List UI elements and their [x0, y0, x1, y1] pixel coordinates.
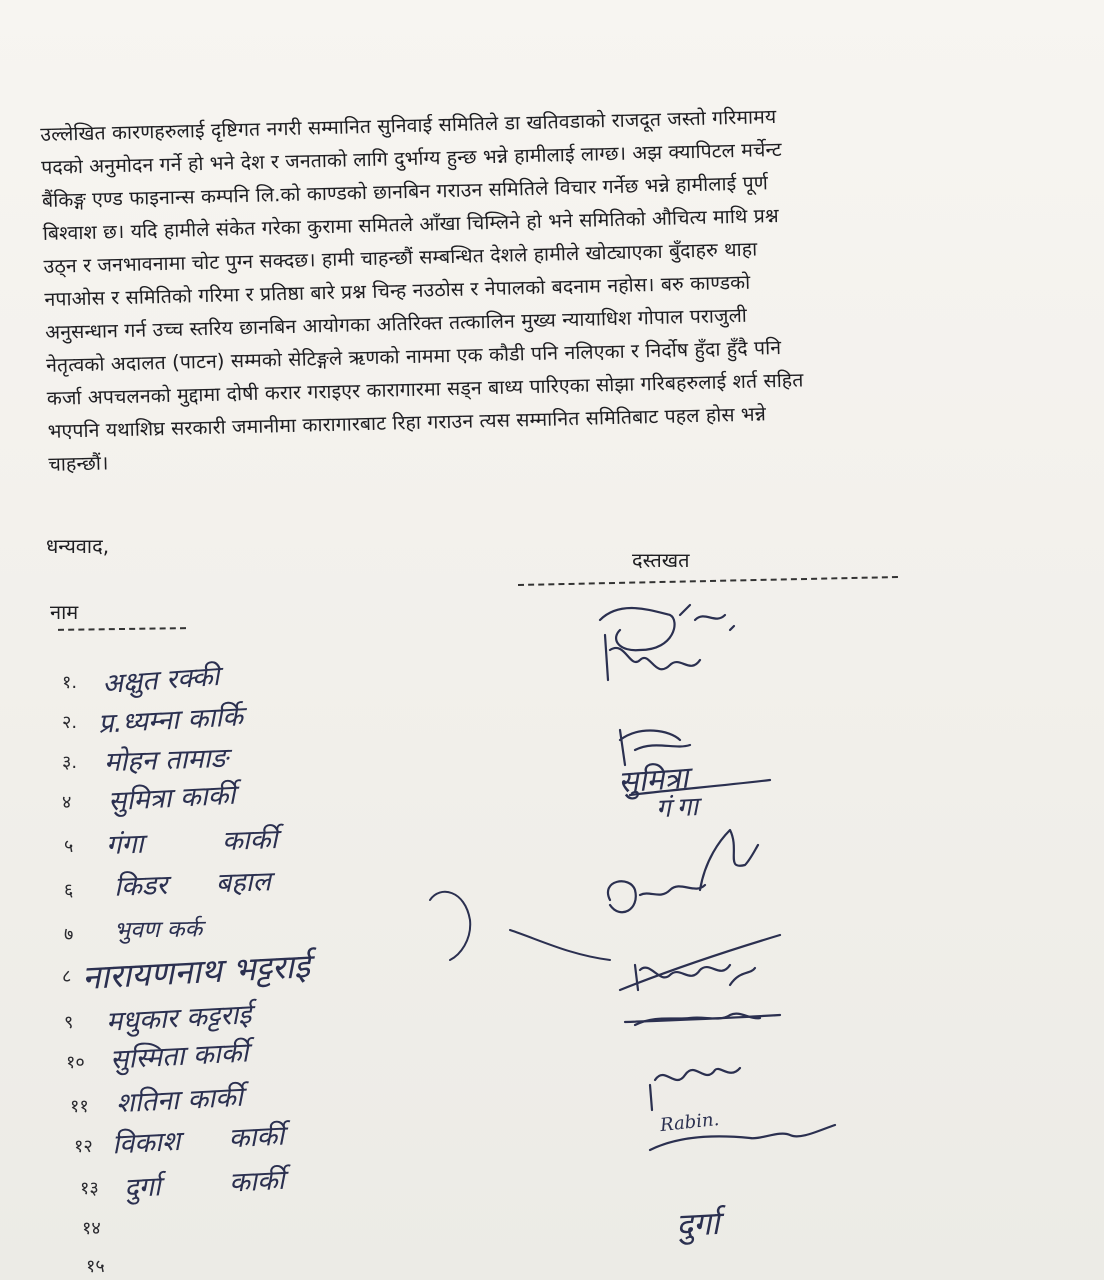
handwritten-name: दुर्गा कार्की: [123, 1164, 286, 1205]
signature-ganga: गंगा: [655, 791, 705, 825]
entry-number: ४: [62, 792, 72, 813]
paragraph-line: उठ्न र जनभावनामा चोट पुग्न सक्दछ। हामी चाहन्छौं सम्बन्धित देशले हामीले खोट्याएका बुँदाहरु थाहा: [43, 237, 758, 278]
signature-heading-underline: [518, 576, 898, 586]
list-item: [0, 1210, 1104, 1250]
entry-number: १.: [62, 672, 78, 693]
list-item: [0, 740, 1104, 780]
name-heading-underline: [58, 627, 186, 631]
signature-column: [580, 590, 880, 1270]
handwritten-name: अक्षुत रक्की: [101, 660, 221, 701]
handwritten-name: नारायणनाथ भट्टराई: [81, 946, 311, 997]
entry-number: १४: [82, 1218, 101, 1239]
handwritten-name: शतिना कार्की: [115, 1081, 244, 1120]
entry-number: ९: [64, 1012, 74, 1033]
signature-sumitra: सुमित्रा: [617, 760, 690, 801]
paragraph-line: भएपनि यथाशिघ्र सरकारी जमानीमा कारागारबाट रिहा गराउन त्यस सम्मानित समितिबाट पहल होस भन्ने: [47, 402, 767, 443]
handwritten-name: मधुकार कट्टराई: [105, 999, 253, 1038]
entry-number: २.: [62, 712, 78, 733]
handwritten-name: सुस्मिता कार्की: [109, 1037, 250, 1076]
body-paragraph: [40, 93, 1059, 481]
handwritten-name: सुमित्रा कार्की: [107, 779, 237, 818]
paragraph-line: बैंकिङ्ग एण्ड फाइनान्स कम्पनि लि.को काण्डको छानबिन गराउन समितिले विचार गर्नेछ भन्ने हामीलाई पूर्ण: [41, 171, 769, 212]
entry-number: ६: [64, 880, 74, 901]
entry-number: ८: [62, 966, 72, 987]
list-item: [0, 1037, 1104, 1084]
entry-number: १०: [66, 1052, 85, 1073]
paragraph-line: अनुसन्धान गर्न उच्च स्तरिय छानबिन आयोगका अतिरिक्त तत्कालिन मुख्य न्यायाधिश गोपाल पराजुली: [44, 303, 748, 344]
entry-number: १२: [74, 1136, 93, 1157]
handwritten-name: भुवण कर्क: [113, 916, 203, 944]
list-item: [0, 826, 1104, 866]
paragraph-line: चाहन्छौं।: [48, 451, 109, 476]
signature-scribbles: [580, 590, 880, 1270]
entry-number: १३: [80, 1178, 99, 1199]
signature-durga: दुर्गा: [675, 1203, 721, 1245]
handwritten-name: किडर बहाल: [113, 866, 272, 903]
paragraph-line: नपाओस र समितिको गरिमा र प्रतिष्ठा बारे प्रश्न चिन्ह नउठोस र नेपालको बदनाम नहोस। बरु काण्डको: [44, 270, 751, 311]
name-column-heading: नाम: [50, 600, 79, 624]
list-item: [0, 1164, 1104, 1210]
handwritten-name: गंगा कार्की: [105, 824, 278, 861]
signature-column-heading: दस्तखत: [632, 548, 690, 572]
paragraph-line: बिश्वाश छ। यदि हामीले संकेत गरेका कुरामा समितले आँखा चिम्लिने हो भने समितिको औचित्य माथि प्रश्न: [42, 203, 780, 245]
entry-number: १५: [86, 1256, 105, 1277]
handwritten-name: विकाश कार्की: [111, 1120, 285, 1161]
paragraph-line: उल्लेखित कारणहरुलाई दृष्टिगत नगरी सम्मानित सुनिवाई समितिले डा खतिवडाको राजदूत जस्तो गरिमामय: [40, 105, 777, 146]
closing-text: धन्यवाद,: [46, 534, 110, 558]
entry-number: ७: [64, 924, 74, 945]
entry-number: ३.: [62, 752, 78, 773]
handwritten-name: मोहन तामाङ: [103, 742, 229, 779]
list-item: [0, 700, 1104, 740]
list-item: [0, 779, 1104, 822]
connector-stroke: [420, 880, 620, 970]
entry-number: ५: [64, 836, 74, 857]
paragraph-line: कर्जा अपचलनको मुद्दामा दोषी करार गराइएर कारागारमा सड्न बाध्य पारिएका सोझा गरिबहरुलाई शर्त सहित: [46, 368, 804, 410]
handwritten-name: प्र.ध्यम्ना कार्कि: [97, 701, 244, 740]
signature-rabin: Rabin.: [659, 1108, 721, 1137]
entry-number: ११: [70, 1096, 89, 1117]
list-item: [0, 1250, 1104, 1278]
paragraph-line: पदको अनुमोदन गर्ने हो भने देश र जनताको लागि दुर्भाग्य हुन्छ भन्ने हामीलाई लाग्छ। अझ क्यापिटल मर्चेन्ट: [40, 137, 782, 179]
list-item: [0, 660, 1104, 700]
paragraph-line: नेतृत्वको अदालत (पाटन) सम्मको सेटिङ्गले ऋणको नाममा एक कौडी पनि नलिएका र निर्दोष हुँदा हुँदै पनि: [45, 335, 782, 377]
